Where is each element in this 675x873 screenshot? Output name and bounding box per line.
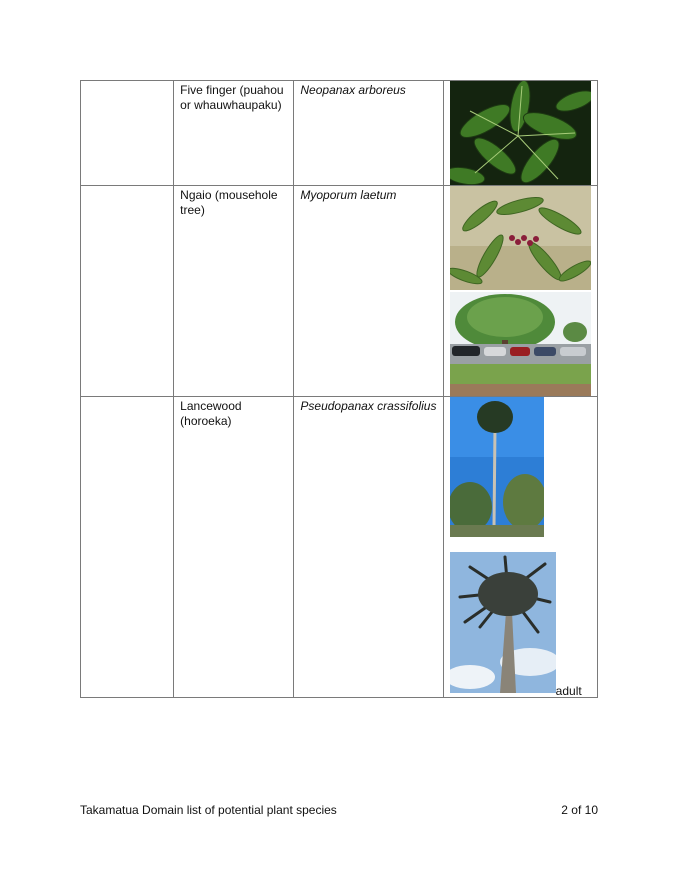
table-row <box>81 81 598 186</box>
ngaio-tree-carpark-photo <box>450 292 591 396</box>
empty-cell <box>81 186 174 397</box>
table-row <box>81 397 598 698</box>
common-name: Five finger (puahou or whauwhaupaku) <box>180 83 284 112</box>
common-name: Lancewood (horoeka) <box>180 399 242 428</box>
empty-cell <box>81 397 174 698</box>
empty-cell <box>81 81 174 186</box>
species-table <box>80 80 598 698</box>
page-footer <box>80 803 598 817</box>
scientific-name: Myoporum laetum <box>300 188 397 202</box>
table-row <box>81 186 598 397</box>
ngaio-leaves-berries-photo <box>450 186 591 290</box>
adult-label: adult <box>555 684 582 698</box>
page-number: 2 of 10 <box>561 803 598 817</box>
five-finger-leaves-photo <box>450 81 591 185</box>
lancewood-adult-photo <box>450 552 556 693</box>
scientific-name: Neopanax arboreus <box>300 83 406 97</box>
lancewood-juvenile-photo <box>450 397 544 537</box>
document-title: Takamatua Domain list of potential plant species <box>80 803 337 817</box>
scientific-name: Pseudopanax crassifolius <box>300 399 437 413</box>
common-name: Ngaio (mousehole tree) <box>180 188 278 217</box>
